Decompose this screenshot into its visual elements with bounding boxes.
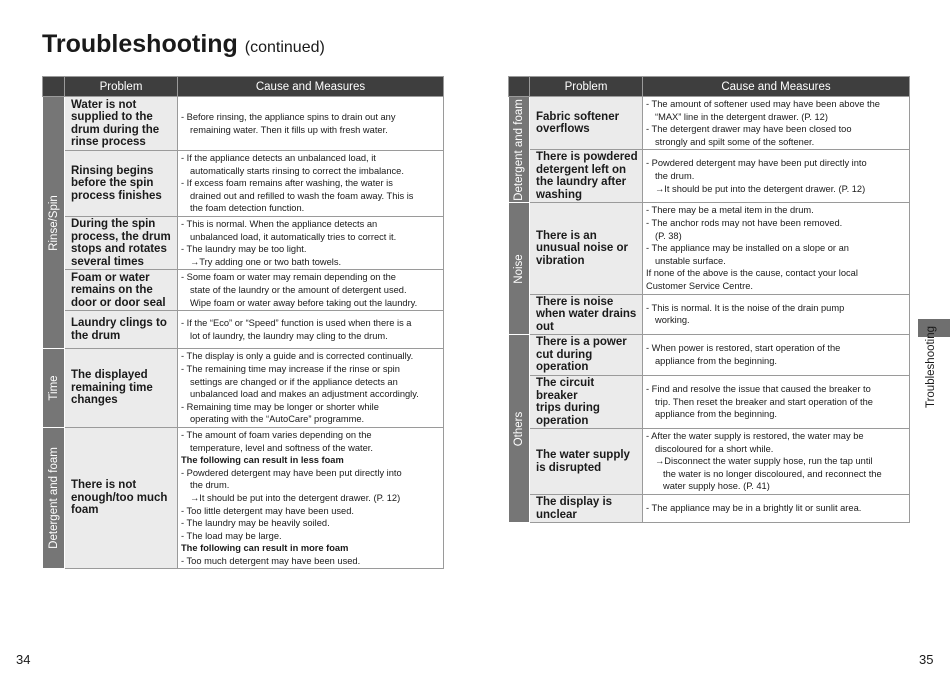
- cause-line: appliance from the beginning.: [655, 409, 777, 420]
- problem-cell: [530, 376, 643, 429]
- header-problem: Problem: [65, 77, 178, 97]
- cause-cell: [643, 294, 910, 335]
- cause-line: - The appliance may be installed on a slope or an: [646, 243, 849, 254]
- page-number-right: 35: [919, 652, 934, 667]
- cause-line: →Disconnect the water supply hose, run the tap until: [655, 456, 873, 467]
- problem-cell: [65, 311, 178, 349]
- problem-cell: [530, 150, 643, 203]
- problem-line: operation: [536, 414, 589, 427]
- problem-cell: [65, 270, 178, 311]
- cause-line: settings are changed or if the appliance detects an: [190, 376, 398, 387]
- problem-line: remains on the: [71, 284, 153, 297]
- cause-line: →It should be put into the detergent drawer. (P. 12): [190, 492, 401, 503]
- problem-line: supplied to the: [71, 111, 153, 123]
- problem-cell: [530, 97, 643, 150]
- page-title: [42, 30, 325, 59]
- cause-cell: [643, 97, 910, 150]
- cause-line: the drum.: [655, 171, 695, 182]
- cause-line: discoloured for a short while.: [655, 443, 774, 454]
- cause-line: - The amount of softener used may have been above the: [646, 99, 880, 109]
- cause-line: the drum.: [190, 480, 230, 491]
- cause-line: trip. Then reset the breaker and start operation of the: [655, 396, 873, 407]
- problem-line: cut during: [536, 348, 593, 361]
- cause-line: - If the “Eco” or “Speed” function is used when there is a: [181, 318, 412, 329]
- cause-cell: [643, 150, 910, 203]
- cause-line: If none of the above is the cause, contact your local: [646, 268, 858, 279]
- problem-line: There is powdered: [536, 151, 638, 164]
- problem-line: remaining time: [71, 381, 153, 394]
- cause-line: - The laundry may be heavily soiled.: [181, 518, 330, 529]
- cause-line: - This is normal. It is the noise of the drain pump: [646, 302, 845, 313]
- problem-line: door or door seal: [71, 296, 166, 309]
- problem-line: overflows: [536, 123, 590, 136]
- category-rinse-spin: [43, 97, 65, 349]
- problem-line: The display is: [536, 496, 613, 509]
- category-others: [509, 335, 530, 523]
- problem-line: is disrupted: [536, 461, 602, 474]
- cause-line: - Powdered detergent may have been put directly into: [181, 467, 402, 478]
- header-cause: Cause and Measures: [178, 77, 444, 97]
- problem-cell: [65, 349, 178, 428]
- problem-line: Rinsing begins: [71, 164, 154, 177]
- problem-line: unusual noise or: [536, 242, 629, 255]
- problem-line: when water drains: [536, 308, 637, 321]
- category-label: Detergent and foam: [47, 447, 60, 550]
- cause-line: - This is normal. When the appliance detects an: [181, 219, 378, 229]
- cause-line: - After the water supply is restored, the water may be: [646, 431, 864, 442]
- problem-cell: [530, 203, 643, 294]
- cause-line: unstable surface.: [655, 255, 726, 266]
- cause-line: the water is no longer discoloured, and reconnect the: [663, 468, 882, 479]
- cause-line: - The anchor rods may not have been removed.: [646, 217, 843, 228]
- cause-line: state of the laundry or the amount of detergent used.: [190, 285, 407, 296]
- cause-line: - The detergent drawer may have been closed too: [646, 124, 852, 135]
- problem-line: There is noise: [536, 295, 614, 308]
- cause-line: - Find and resolve the issue that caused the breaker to: [646, 384, 871, 395]
- cause-line: →Try adding one or two bath towels.: [190, 256, 342, 267]
- right-troubleshooting-table: [508, 76, 910, 523]
- problem-line: The water supply: [536, 449, 630, 462]
- cause-line: - If the appliance detects an unbalanced load, it: [181, 153, 376, 164]
- cause-line: - The load may be large.: [181, 530, 282, 541]
- cause-line: →It should be put into the detergent drawer. (P. 12): [655, 183, 866, 194]
- cause-line: unbalanced load and makes an adjustment accordingly.: [190, 389, 419, 400]
- cause-cell: [643, 429, 910, 495]
- problem-cell: [65, 427, 178, 569]
- cause-line: “MAX” line in the detergent drawer. (P. 12): [655, 111, 828, 122]
- problem-line: During the spin: [71, 218, 156, 231]
- cause-subheading: The following can result in less foam: [181, 455, 344, 466]
- problem-line: the laundry after: [536, 176, 627, 189]
- problem-line: process finishes: [71, 189, 162, 202]
- cause-line: lot of laundry, the laundry may cling to the drum.: [190, 330, 388, 341]
- cause-line: working.: [655, 315, 690, 326]
- category-detergent-foam: [43, 427, 65, 569]
- cause-cell: [178, 270, 444, 311]
- problem-line: Water is not: [71, 98, 137, 111]
- problem-line: vibration: [536, 254, 585, 267]
- problem-line: detergent left on: [536, 163, 627, 176]
- cause-line: - The appliance may be in a brightly lit or sunlit area.: [646, 503, 862, 514]
- problem-line: The circuit breaker: [536, 377, 595, 402]
- cause-line: Customer Service Centre.: [646, 280, 753, 291]
- cause-cell: [178, 427, 444, 569]
- header-cause: Cause and Measures: [643, 77, 910, 97]
- cause-line: Wipe foam or water away before taking out the laundry.: [190, 297, 418, 308]
- cause-cell: [178, 151, 444, 217]
- cause-cell: [178, 311, 444, 349]
- cause-line: appliance from the beginning.: [655, 356, 777, 367]
- problem-line: before the spin: [71, 177, 154, 190]
- cause-line: - Some foam or water may remain depending on the: [181, 272, 396, 283]
- problem-line: out: [536, 320, 554, 333]
- problem-line: stops and rotates: [71, 243, 167, 256]
- category-label: Noise: [513, 254, 525, 284]
- problem-line: Fabric softener: [536, 110, 620, 123]
- problem-cell: [530, 429, 643, 495]
- problem-line: several times: [71, 255, 144, 268]
- problem-line: There is not: [71, 479, 137, 492]
- cause-line: - When power is restored, start operation of the: [646, 343, 841, 354]
- category-noise: [509, 203, 530, 335]
- problem-cell: [530, 294, 643, 335]
- cause-line: water supply hose. (P. 41): [663, 481, 770, 492]
- category-label: Rinse/Spin: [47, 194, 60, 251]
- cause-line: drained out and refilled to wash the foam away. This is: [190, 190, 414, 201]
- cause-cell: [178, 217, 444, 270]
- cause-line: - Too little detergent may have been used.: [181, 505, 354, 516]
- problem-line: trips during: [536, 402, 600, 415]
- problem-line: operation: [536, 361, 589, 374]
- cause-line: temperature, level and softness of the water.: [190, 442, 373, 453]
- cause-subheading: The following can result in more foam: [181, 543, 349, 554]
- problem-cell: [530, 495, 643, 523]
- cause-line: - Remaining time may be longer or shorter while: [181, 401, 379, 412]
- title-main: Troubleshooting: [42, 30, 238, 58]
- problem-line: The displayed: [71, 369, 148, 382]
- cause-line: operating with the “AutoCare” programme.: [190, 414, 365, 425]
- cause-line: - The display is only a guide and is corrected continually.: [181, 351, 414, 362]
- problem-cell: [530, 335, 643, 376]
- category-label: Time: [47, 375, 60, 401]
- category-time: [43, 349, 65, 428]
- cause-cell: [643, 335, 910, 376]
- cause-cell: [178, 349, 444, 428]
- problem-line: changes: [71, 394, 118, 407]
- cause-line: the foam detection function.: [190, 203, 305, 214]
- cause-line: - The laundry may be too light.: [181, 244, 307, 255]
- cause-line: - The remaining time may increase if the rinse or spin: [181, 363, 400, 374]
- problem-cell: [65, 97, 178, 151]
- problem-line: Foam or water: [71, 271, 150, 284]
- cause-line: unbalanced load, it automatically tries to correct it.: [190, 231, 397, 242]
- cause-cell: [178, 97, 444, 151]
- problem-cell: [65, 217, 178, 270]
- cause-line: - Before rinsing, the appliance spins to drain out any: [181, 111, 396, 122]
- problem-line: washing: [536, 188, 583, 201]
- left-troubleshooting-table: [42, 76, 444, 569]
- cause-line: (P. 38): [655, 230, 682, 241]
- problem-line: There is a power: [536, 336, 627, 349]
- title-suffix: (continued): [244, 39, 325, 56]
- problem-line: foam: [71, 504, 99, 517]
- problem-line: Laundry clings to: [71, 317, 167, 330]
- cause-line: - Too much detergent may have been used.: [181, 555, 361, 566]
- cause-cell: [643, 376, 910, 429]
- cause-line: - If excess foam remains after washing, the water is: [181, 178, 393, 189]
- cause-line: strongly and spilt some of the softener.: [655, 136, 815, 147]
- problem-line: rinse process: [71, 136, 146, 148]
- section-side-label: Troubleshooting: [925, 325, 937, 409]
- header-blank: [509, 77, 530, 97]
- page-number-left: 34: [16, 652, 31, 667]
- cause-line: - There may be a metal item in the drum.: [646, 205, 814, 216]
- header-problem: Problem: [530, 77, 643, 97]
- category-detergent-foam: [509, 97, 530, 203]
- category-label: Detergent and foam: [513, 98, 525, 201]
- cause-line: remaining water. Then it fills up with fresh water.: [190, 124, 388, 135]
- problem-line: drum during the: [71, 123, 160, 136]
- cause-line: automatically starts rinsing to correct the imbalance.: [190, 165, 404, 176]
- problem-line: unclear: [536, 508, 577, 521]
- cause-line: - Powdered detergent may have been put directly into: [646, 158, 867, 169]
- category-label: Others: [513, 411, 525, 446]
- header-blank: [43, 77, 65, 97]
- cause-cell: [643, 495, 910, 523]
- problem-line: the drum: [71, 329, 121, 342]
- problem-line: There is an: [536, 229, 597, 242]
- problem-line: enough/too much: [71, 491, 168, 504]
- cause-line: - The amount of foam varies depending on the: [181, 429, 372, 440]
- problem-line: process, the drum: [71, 230, 171, 243]
- problem-cell: [65, 151, 178, 217]
- cause-cell: [643, 203, 910, 294]
